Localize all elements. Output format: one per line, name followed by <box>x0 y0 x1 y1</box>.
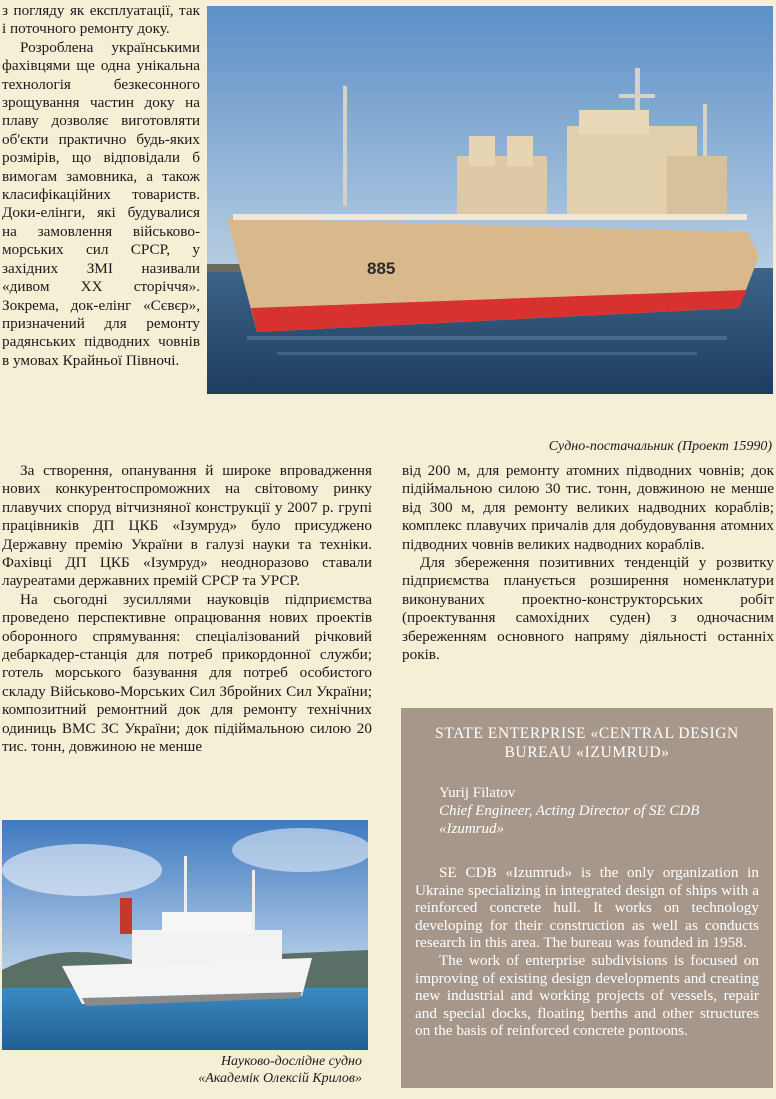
paragraph: з погляду як експлуатації, так і поточного ремонту доку. <box>2 2 200 38</box>
box-title-line: STATE ENTERPRISE «CENTRAL DESIGN <box>435 725 739 742</box>
research-vessel-illustration <box>2 820 368 1050</box>
text-column-left-bottom <box>2 462 372 757</box>
caption-research-vessel <box>2 1053 362 1087</box>
caption-supply-ship: Судно-постачальник (Проект 15990) <box>548 439 772 454</box>
research-vessel-photo <box>2 820 368 1050</box>
paragraph: SE CDB «Izumrud» is the only organization in Ukraine specializing in integrated design of ships with a reinforced concrete hull. It works on technology developing for their construction as well as conducts research in this area. The bureau was founded in 1958. <box>415 864 759 952</box>
text-column-right <box>402 462 774 664</box>
caption-line: Науково-дослідне судно <box>220 1054 362 1069</box>
author-position: Chief Engineer, Acting Director of SE CDB «Izumrud» <box>439 803 700 837</box>
supply-ship-photo <box>207 6 773 394</box>
paragraph: The work of enterprise subdivisions is focused on improving of existing design developments and creating new industrial and working projects of vessels, repair and special docks, floating berths and other structures on the basis of reinforced concrete pontoons. <box>415 951 759 1040</box>
english-summary-box <box>401 708 773 1088</box>
author-name: Yurij Filatov <box>439 785 516 801</box>
paragraph: За створення, опанування й широке впровадження нових конкурентоспроможних на світовому ринку плавучих споруд вітчизняної конструкції у 2007 р. групі працівників ДП ЦКБ «Ізумруд» було присуджено Державну премію України в галузі науки та техніки. Фахівці ДП ЦКБ «Ізумруд» неодноразово ставали лауреатами державних премій СРСР та УРСР. <box>2 462 372 590</box>
caption-line: «Академік Олексій Крилов» <box>198 1071 362 1086</box>
box-body <box>415 864 759 1040</box>
author-block <box>439 784 759 838</box>
paragraph: Для збереження позитивних тенденцій у розвитку підприємства планується розширення номенклатури виконуваних проектно-конструкторських робіт (проектування самохідних суден) з одночасним збереженням основного напряму діяльності останніх років. <box>402 554 774 664</box>
box-title-line: BUREAU «IZUMRUD» <box>504 744 670 761</box>
supply-ship-illustration <box>207 6 773 394</box>
paragraph: На сьогодні зусиллями науковців підприємства проведено перспективне опрацювання нових проектів оборонного спрямування: спеціалізований річковий дебаркадер-станція для потреб прикордонної служби; готель морського базування для потреб особистого складу Військово-Морських Сил Збройних Сил України; композитний ремонтний док для ремонту технічних одиниць ВМС ЗС України; док підіймальною силою 20 тис. тонн, довжиною не менше <box>2 590 372 756</box>
paragraph: Розроблена українськими фахівцями ще одна унікальна технологія безкесонного зрощування частин доку на плаву дозволяє виготовляти об'єкти практично будь-яких розмірів, що відповідали б вимогам замовника, а також класифікаційних товариств. Доки-елінги, які будувалися на замовлення військово-морських сил СРСР, у західних ЗМІ називали «дивом ХХ сторіччя». Зокрема, док-елінг «Сєвєр», призначений для ремонту радянських підводних човнів в умовах Крайньої Півночі. <box>2 38 200 369</box>
hull-number: 885 <box>367 259 396 278</box>
paragraph: від 200 м, для ремонту атомних підводних човнів; док підіймальною силою 30 тис. тонн, довжиною не менше від 300 м, для ремонту великих надводних кораблів; комплекс плавучих причалів для добудовування атомних підводних човнів великих надводних кораблів. <box>402 462 774 553</box>
text-column-left-top <box>2 2 200 370</box>
box-title <box>415 724 759 762</box>
